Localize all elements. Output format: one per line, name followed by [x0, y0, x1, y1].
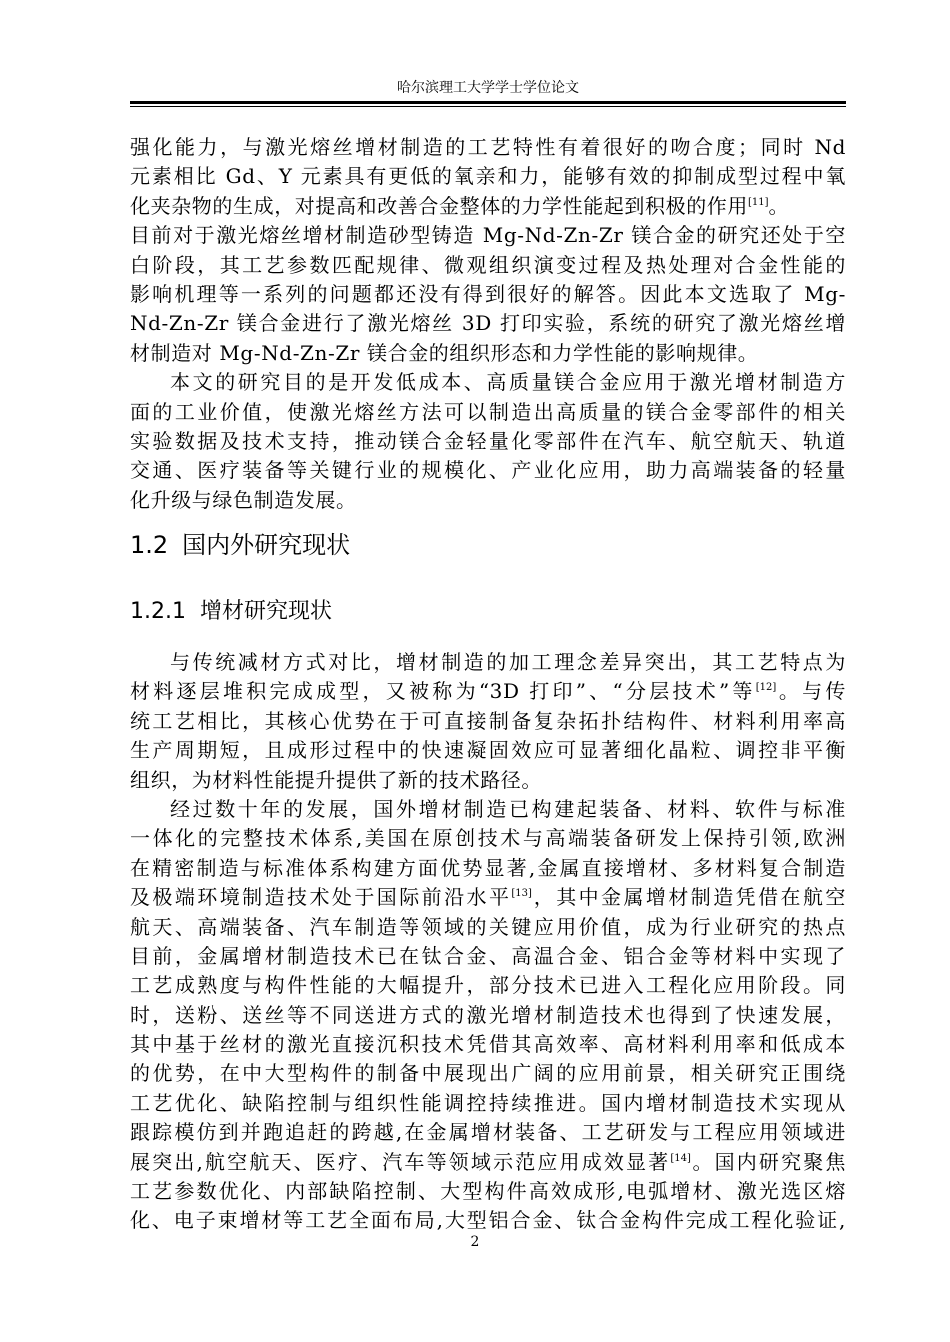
citation: [13] — [511, 888, 532, 900]
text-line: 组织，为材料性能提升提供了新的技术路径。 — [130, 767, 542, 792]
text-line: 时，送粉、送丝等不同送进方式的激光增材制造技术也得到了快速发展， — [130, 1002, 846, 1027]
citation: [11] — [748, 196, 769, 208]
text-line: 目前，金属增材制造技术已在钛合金、高温合金、铝合金等材料中实现了 — [130, 943, 846, 968]
text-line: 强化能力，与激光熔丝增材制造的工艺特性有着很好的吻合度；同时 Nd — [130, 135, 846, 159]
text-line: 展突出,航空航天、医疗、汽车等领域示范应用成效显著[14]。国内研究聚焦 — [130, 1149, 846, 1174]
body-text-bottom — [130, 648, 846, 1236]
text-line: 其中基于丝材的激光直接沉积技术凭借其高效率、高材料利用率和低成本 — [130, 1032, 846, 1057]
text-line: 影响机理等一系列的问题都还没有得到很好的解答。因此本文选取了 Mg- — [130, 281, 846, 306]
text-line: 工艺参数优化、内部缺陷控制、大型构件高效成形,电弧增材、激光选区熔 — [130, 1179, 846, 1204]
text-line: 材制造对 Mg-Nd-Zn-Zr 镁合金的组织形态和力学性能的影响规律。 — [130, 340, 759, 365]
section-number: 1.2 — [130, 531, 169, 559]
text-line: 与传统减材方式对比，增材制造的加工理念差异突出，其工艺特点为 — [170, 650, 846, 674]
text-line: 实验数据及技术支持，推动镁合金轻量化零部件在汽车、航空航天、轨道 — [130, 428, 846, 453]
text-line: Nd-Zn-Zr 镁合金进行了激光熔丝 3D 打印实验，系统的研究了激光熔丝增 — [130, 311, 846, 336]
text-line: 材料逐层堆积完成成型，又被称为“3D 打印”、“分层技术”等[12]。与传 — [130, 679, 846, 704]
text-line: 跟踪模仿到并跑追赶的跨越,在金属增材装备、工艺研发与工程应用领域进 — [130, 1120, 846, 1145]
text-line: 的优势，在中大型构件的制备中展现出广阔的应用前景，相关研究正围绕 — [130, 1061, 846, 1086]
text-line: 一体化的完整技术体系,美国在原创技术与高端装备研发上保持引领,欧洲 — [130, 826, 846, 851]
text-line: 在精密制造与标准体系构建方面优势显著,金属直接增材、多材料复合制造 — [130, 855, 846, 880]
subsection-title: 增材研究现状 — [199, 599, 332, 624]
text-line: 交通、医疗装备等关键行业的规模化、产业化应用，助力高端装备的轻量 — [130, 458, 846, 483]
text-line: 统工艺相比，其核心优势在于可直接制备复杂拓扑结构件、材料利用率高 — [130, 708, 846, 733]
section-title: 国内外研究现状 — [182, 531, 351, 559]
citation: [14] — [670, 1152, 691, 1164]
citation: [12] — [755, 682, 777, 694]
subsection-number: 1.2.1 — [130, 599, 186, 624]
text-line: 面的工业价值，使激光熔丝方法可以制造出高质量的镁合金零部件的相关 — [130, 399, 846, 424]
body-text-top — [130, 133, 846, 515]
text-line: 白阶段，其工艺参数匹配规律、微观组织演变过程及热处理对合金性能的 — [130, 252, 846, 277]
section-heading — [130, 528, 350, 562]
text-line: 航天、高端装备、汽车制造等领域的关键应用价值，成为行业研究的热点 — [130, 914, 846, 939]
text-line: 生产周期短，且成形过程中的快速凝固效应可显著细化晶粒、调控非平衡 — [130, 738, 846, 763]
page-number: 2 — [470, 1234, 480, 1250]
text-line: 本文的研究目的是开发低成本、高质量镁合金应用于激光增材制造方 — [170, 370, 846, 395]
subsection-heading — [130, 596, 332, 628]
header-rule — [130, 101, 846, 107]
text-line: 元素相比 Gd、Y 元素具有更低的氧亲和力，能够有效的抑制成型过程中氧 — [130, 164, 846, 189]
text-line: 工艺优化、缺陷控制与组织性能调控持续推进。国内增材制造技术实现从 — [130, 1090, 846, 1115]
text-line: 化升级与绿色制造发展。 — [130, 487, 357, 512]
text-line: 化夹杂物的生成，对提高和改善合金整体的力学性能起到积极的作用[11]。 — [130, 193, 790, 218]
text-line: 经过数十年的发展，国外增材制造已构建起装备、材料、软件与标准 — [170, 796, 846, 821]
text-line: 工艺成熟度与构件性能的大幅提升，部分技术已进入工程化应用阶段。同 — [130, 973, 846, 998]
running-header: 哈尔滨理工大学学士学位论文 — [397, 80, 579, 96]
text-line: 及极端环境制造技术处于国际前沿水平[13]，其中金属增材制造凭借在航空 — [130, 885, 846, 910]
text-line: 目前对于激光熔丝增材制造砂型铸造 Mg-Nd-Zn-Zr 镁合金的研究还处于空 — [130, 223, 846, 248]
text-line: 化、电子束增材等工艺全面布局,大型铝合金、钛合金构件完成工程化验证, — [130, 1208, 846, 1233]
